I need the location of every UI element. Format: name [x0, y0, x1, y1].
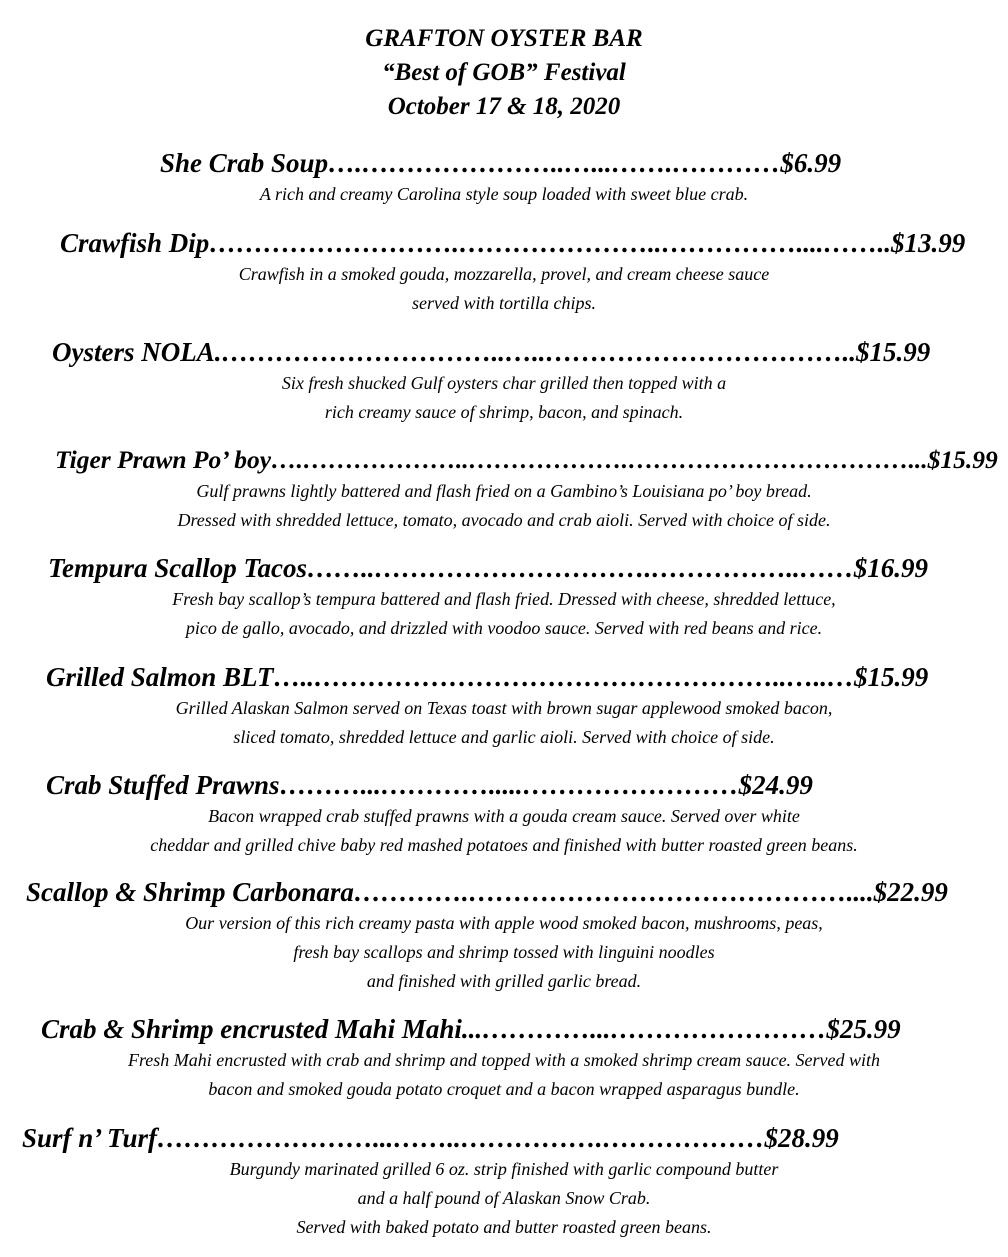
- menu-item-title: [22, 1121, 839, 1155]
- festival-name: “Best of GOB” Festival: [382, 59, 626, 86]
- item-price: $22.99: [873, 877, 948, 907]
- menu-item-title: [48, 551, 928, 585]
- item-name: Oysters NOLA: [52, 337, 215, 367]
- item-name: Tempura Scallop Tacos: [48, 553, 308, 583]
- menu-item-title: [60, 226, 965, 260]
- dot-leader: ……..………………………….……………..……: [307, 553, 854, 583]
- item-price: $13.99: [891, 228, 966, 258]
- dot-leader: ……………………...……..…………….………………: [157, 1123, 765, 1153]
- menu-item-title: [52, 335, 930, 369]
- menu-item-description: Fresh Mahi encrusted with crab and shrimp and topped with a smoked shrimp cream sauce. Served with bacon and smoked gouda potato croquet and a bacon wrapped asparagus bundle.: [127, 1050, 881, 1099]
- menu-item-title: [41, 1012, 901, 1046]
- menu-item-description: A rich and creamy Carolina style soup loaded with sweet blue crab.: [259, 184, 749, 204]
- dot-leader: …..……………………………………………..…..…: [273, 662, 855, 692]
- item-name: Tiger Prawn Po’ boy: [55, 445, 272, 474]
- item-name: Scallop & Shrimp Carbonara: [26, 877, 354, 907]
- menu-item-description: Six fresh shucked Gulf oysters char grilled then topped with a rich creamy sauce of shrimp, bacon, and spinach.: [281, 373, 727, 422]
- dot-leader: ….…………………..…...…….…………: [328, 148, 781, 178]
- item-name: Crab Stuffed Prawns: [46, 770, 280, 800]
- menu-item-description: Bacon wrapped crab stuffed prawns with a gouda cream sauce. Served over white cheddar and grilled chive baby red mashed potatoes and finished with butter roasted green beans.: [150, 806, 858, 855]
- item-name: Crawfish Dip: [60, 228, 210, 258]
- menu-item-title: [160, 146, 841, 180]
- dot-leader: ………...………….....……………………: [279, 770, 739, 800]
- menu-item-description: Grilled Alaskan Salmon served on Texas toast with brown sugar applewood smoked bacon, sliced tomato, shredded lettuce and garlic aioli. Served with choice of side.: [175, 698, 833, 747]
- dot-leader: .…………………………..…..……………………………..: [214, 337, 856, 367]
- item-name: Surf n’ Turf: [22, 1123, 158, 1153]
- dot-leader: ………….……………………………………....: [353, 877, 874, 907]
- item-price: $28.99: [764, 1123, 839, 1153]
- item-name: Crab & Shrimp encrusted Mahi Mahi: [41, 1014, 462, 1044]
- item-price: $16.99: [853, 553, 929, 583]
- item-price: $15.99: [927, 445, 998, 474]
- item-price: $24.99: [738, 770, 813, 800]
- menu-item-description: Our version of this rich creamy pasta with apple wood smoked bacon, mushrooms, peas, fresh bay scallops and shrimp tossed with linguini noodles and finished with grilled garlic bread.: [185, 913, 823, 991]
- menu-item-description: Fresh bay scallop’s tempura battered and flash fried. Dressed with cheese, shredded lettuce, pico de gallo, avocado, and drizzled with voodoo sauce. Served with red beans and rice.: [172, 589, 836, 638]
- item-name: Grilled Salmon BLT: [46, 662, 274, 692]
- menu-item-title: [26, 875, 948, 909]
- dot-leader: ….………………..……………….……………………………...: [271, 445, 928, 474]
- dot-leader: ...…………...……………………: [461, 1014, 827, 1044]
- menu-item-description: Gulf prawns lightly battered and flash fried on a Gambino’s Louisiana po’ boy bread. Dressed with shredded lettuce, tomato, avocado and crab aioli. Served with choice of side.: [177, 481, 831, 530]
- item-price: $15.99: [856, 337, 931, 367]
- item-price: $15.99: [854, 662, 929, 692]
- menu-item-title: [46, 768, 813, 802]
- menu-item-description: Burgundy marinated grilled 6 oz. strip finished with garlic compound butter and a half pound of Alaskan Snow Crab. Served with baked potato and butter roasted green beans.: [229, 1159, 779, 1237]
- item-name: She Crab Soup: [160, 148, 329, 178]
- menu-item-title: [46, 660, 928, 694]
- festival-dates: October 17 & 18, 2020: [387, 93, 621, 120]
- menu-item-description: Crawfish in a smoked gouda, mozzarella, provel, and cream cheese sauce served with tortilla chips.: [238, 264, 770, 313]
- item-price: $25.99: [826, 1014, 901, 1044]
- menu-item-title: [55, 443, 998, 477]
- dot-leader: ……………………….…………………..……………....……..: [209, 228, 892, 258]
- menu-header: [0, 22, 1008, 124]
- restaurant-name: GRAFTON OYSTER BAR: [365, 25, 643, 52]
- item-price: $6.99: [780, 148, 842, 178]
